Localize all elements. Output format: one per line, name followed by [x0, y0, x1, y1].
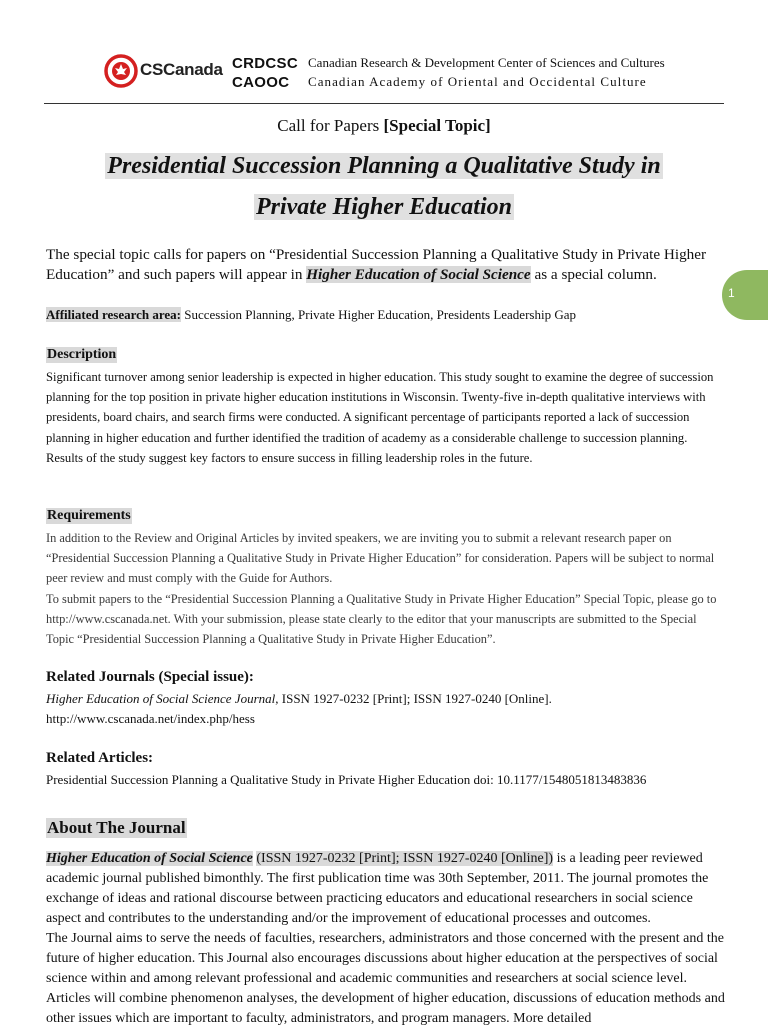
- about-text-1: is a leading peer reviewed academic journal published bimonthly. The first publication time was 30th September, 2011. The journal promotes the exchange of ideas and rational discourse between practicing educators and educational researchers in social science aspect and contributes to the understanding and/or the improvement of educational processes and outcomes.: [46, 851, 709, 926]
- about-journal-name: Higher Education of Social Science: [46, 851, 253, 866]
- page-title: [60, 146, 708, 228]
- logo-text: CSCanada: [140, 60, 223, 79]
- requirements-heading: Requirements: [47, 508, 131, 523]
- requirements-text: [46, 528, 726, 649]
- cfp-special-topic: [Special Topic]: [383, 116, 491, 135]
- intro-text-2: as a special column.: [534, 266, 657, 283]
- affiliated-value: Succession Planning, Private Higher Education, Presidents Leadership Gap: [184, 307, 576, 322]
- related-journals-text: [46, 689, 726, 729]
- about-journal-heading: About The Journal: [47, 818, 186, 837]
- title-line-1: Presidential Succession Planning a Qualitative Study in: [107, 153, 661, 179]
- header-divider: [44, 103, 724, 104]
- intro-journal-name: Higher Education of Social Science: [306, 266, 531, 283]
- cscanada-logo-icon: [104, 54, 138, 88]
- letterhead: [104, 52, 724, 92]
- intro-paragraph: [46, 245, 726, 285]
- org2-name: Canadian Academy of Oriental and Occidental Culture: [308, 74, 647, 89]
- about-paragraph-2: The Journal aims to serve the needs of faculties, researchers, administrators and those concerned with the present and the future of higher education. This Journal also encourages discussions about higher education at the perspectives of social science within and among relevant professional and academic communities and researchers at social science level. Articles will combine phenomenon analyses, the development of higher education, discussions of education methods and other issues which are important to faculty, administrators, and program managers. More detailed: [46, 931, 725, 1026]
- intro-text-1: The special topic calls for papers on “Presidential Succession Planning a Qualitative Study in Private Higher Education” and such papers will appear in: [46, 246, 707, 283]
- about-journal-issn: (ISSN 1927-0232 [Print]; ISSN 1927-0240 [Online]): [256, 851, 554, 866]
- org2-abbreviation: CAOOC: [232, 74, 290, 91]
- description-heading: Description: [47, 347, 117, 362]
- page-number-badge: [722, 270, 768, 320]
- related-journal-issn: , ISSN 1927-0232 [Print]; ISSN 1927-0240 [Online].: [275, 691, 552, 706]
- related-journal-name: Higher Education of Social Science Journal: [46, 691, 276, 706]
- related-journals-heading: Related Journals (Special issue):: [46, 669, 254, 685]
- requirements-paragraph-1: In addition to the Review and Original Articles by invited speakers, we are inviting you to submit a relevant research paper on “Presidential Succession Planning a Qualitative Study in Private Higher Education” for consideration. Papers will be subject to normal peer review and must comply with the Guide for Authors.: [46, 531, 715, 586]
- requirements-paragraph-2: To submit papers to the “Presidential Succession Planning a Qualitative Study in Private Higher Education” Special Topic, please go to http://www.cscanada.net. With your submission, please state clearly to the editor that your manuscripts are submitted to the Special Topic “Presidential Succession Planning a Qualitative Study in Private Higher Education”.: [46, 591, 717, 647]
- about-journal-text: [46, 849, 726, 1029]
- related-articles-heading: Related Articles:: [46, 750, 154, 766]
- affiliated-label: Affiliated research area:: [46, 307, 182, 322]
- affiliated-research-area: [46, 306, 726, 324]
- related-journal-url[interactable]: http://www.cscanada.net/index.php/hess: [46, 711, 255, 726]
- about-paragraph-1: [46, 849, 726, 929]
- related-articles-text: Presidential Succession Planning a Qualitative Study in Private Higher Education doi: 10.1177/1548051813483836: [46, 772, 647, 787]
- org1-name: Canadian Research & Development Center of Sciences and Cultures: [308, 55, 665, 70]
- call-for-papers-line: [0, 116, 768, 136]
- title-line-2: Private Higher Education: [255, 194, 512, 220]
- org1-abbreviation: CRDCSC: [232, 55, 298, 72]
- cfp-prefix: Call for Papers: [277, 116, 380, 135]
- description-text: Significant turnover among senior leadership is expected in higher education. This study sought to examine the degree of succession planning for the top position in private higher education institutions in Wisconsin. Twenty-five in-depth qualitative interviews with presidents, board chairs, and search firms were conducted. A significant percentage of participants reported a lack of succession planning in higher education and further identified the tradition of academy as a considerable challenge to succession planning. Results of the study suggest key factors to ensure success in filling leadership roles in the future.: [46, 370, 714, 465]
- page-number: 1: [728, 286, 735, 300]
